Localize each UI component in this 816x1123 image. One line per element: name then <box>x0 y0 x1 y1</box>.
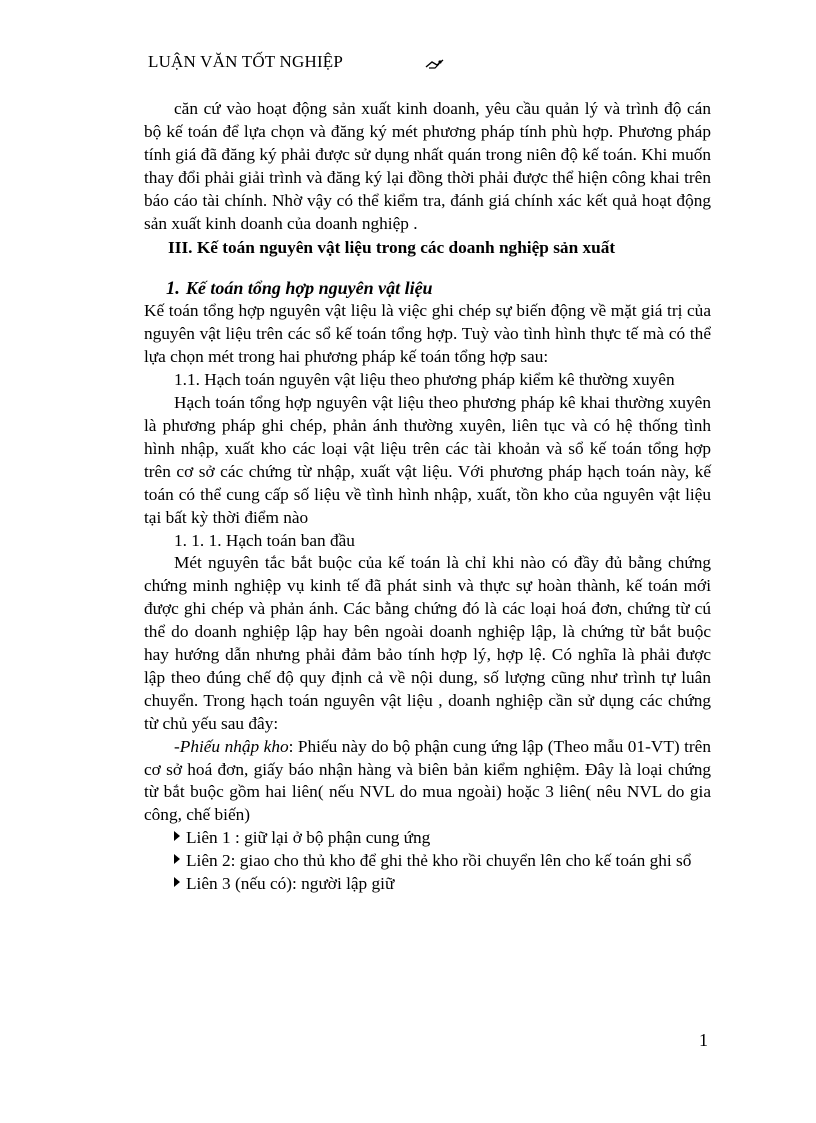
paragraph-perpetual-method: Hạch toán tổng hợp nguyên vật liệu theo phương pháp kê khai thường xuyên là phương pháp ghi chép, phản ánh thường xuyên, liên tục và có hệ thống tình hình nhập, xuất kho các loại vật liệu trên các tài khoản và sổ kế toán tổng hợp trên cơ sở các chứng từ nhập, xuất vật liệu. Với phương pháp hạch toán này, kế toán có thể cung cấp số liệu về tình hình nhập, xuất, tồn kho của nguyên vật liệu tại bất kỳ thời điểm nào <box>144 393 711 527</box>
paragraph-initial-accounting: Mét nguyên tắc bắt buộc của kế toán là chỉ khi nào có đầy đủ bằng chứng chứng minh nghiệp vụ kinh tế đã phát sinh và thực sự hoàn thành, kế toán mới được ghi chép và phản ánh. Các bằng chứng đó là các loại hoá đơn, chứng từ cú thể do doanh nghiệp lập hay bên ngoài doanh nghiệp lập, là chứng từ bắt buộc hay hướng dẫn nhưng phải đảm bảo tính hợp lý, hợp lệ. Có nghĩa là phải được lập theo đúng chế độ quy định cả về nội dung, số lượng cũng như trình tự luân chuyển. Trong hạch toán nguyên vật liệu , doanh nghiệp cần sử dụng các chứng từ chủ yếu sau đây: <box>144 553 711 733</box>
subsection-heading <box>144 277 711 300</box>
bullet-arrow-icon <box>174 831 180 841</box>
list-item <box>144 850 711 873</box>
bullet-arrow-icon <box>174 854 180 864</box>
list-item-text: Liên 2: giao cho thủ kho để ghi thẻ kho rồi chuyển lên cho kế toán ghi sổ <box>186 851 692 871</box>
bullet-arrow-icon <box>174 877 180 887</box>
receipt-note-text: : Phiếu này do bộ phận cung ứng lập (Theo mẫu 01-VT) trên cơ sở hoá đơn, giấy báo nhận hàng và biên bản kiểm nghiệm. Đây là loại chứng từ bắt buộc gồm hai liên( nếu NVL do mua ngoài) hoặc 3 liên( nêu NVL do gia công, chế biến) <box>144 736 711 825</box>
subsection-title: Kế toán tổng hợp nguyên vật liệu <box>185 278 433 299</box>
receipt-note-term: Phiếu nhập kho <box>179 736 289 756</box>
receipt-note-prefix: - <box>174 736 180 756</box>
document-body <box>144 98 711 896</box>
heading-1-1-1: 1. 1. 1. Hạch toán ban đầu <box>174 530 355 550</box>
page-number: 1 <box>699 1030 708 1050</box>
list-item-text: Liên 1 : giữ lại ở bộ phận cung ứng <box>186 828 431 848</box>
writing-hand-icon <box>425 58 445 70</box>
heading-1-1: 1.1. Hạch toán nguyên vật liệu theo phương pháp kiểm kê thường xuyên <box>174 370 675 390</box>
paragraph-general-accounting: Kế toán tổng hợp nguyên vật liệu là việc ghi chép sự biến động về mặt giá trị của nguyên vật liệu trên các sổ kế toán tổng hợp. Tuỳ vào tình hình thực tế mà có thể lựa chọn mét trong hai phương pháp kế toán tổng hợp sau: <box>144 301 711 367</box>
running-header: LUẬN VĂN TỐT NGHIỆP <box>148 52 344 71</box>
intro-paragraph: căn cứ vào hoạt động sản xuất kinh doanh, yêu cầu quản lý và trình độ cán bộ kế toán để lựa chọn và đăng ký mét phương pháp tính phù hợp. Phương pháp tính giá đã đăng ký phải được sử dụng nhất quán trong niên độ kế toán. Khi muốn thay đổi phải giải trình và đăng ký lại đồng thời phải được thể hiện công khai trên báo cáo tài chính. Nhờ vậy có thể kiểm tra, đánh giá chính xác kết quả hoạt động sản xuất kinh doanh của doanh nghiệp . <box>144 99 711 233</box>
list-item <box>144 873 711 896</box>
list-item-text: Liên 3 (nếu có): người lập giữ <box>186 874 395 894</box>
paragraph-receipt-note <box>144 736 711 828</box>
subsection-number: 1. <box>166 279 180 300</box>
list-item <box>144 827 711 850</box>
section-heading: III. Kế toán nguyên vật liệu trong các doanh nghiệp sản xuất <box>168 238 616 258</box>
